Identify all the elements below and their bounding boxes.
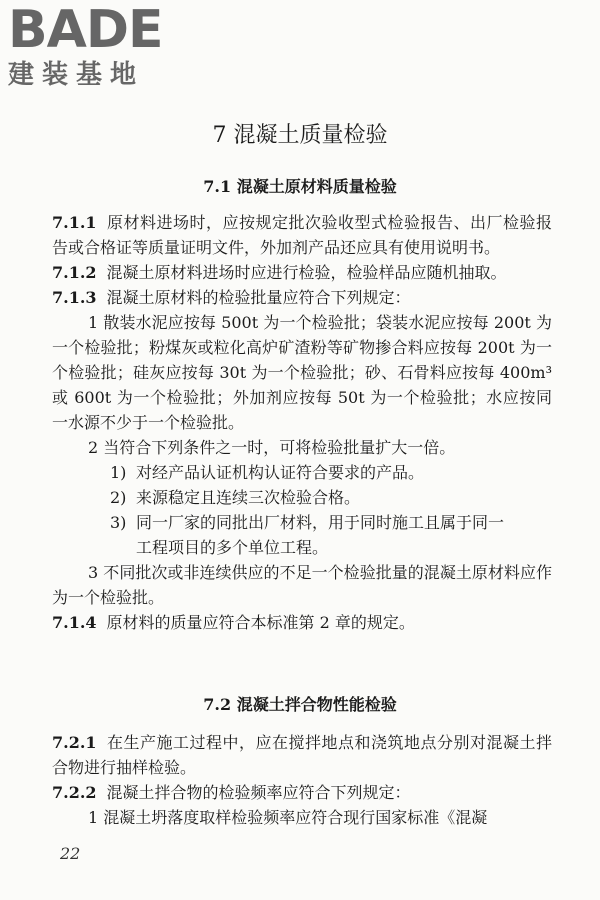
sub-item-1: [52, 460, 552, 485]
list-item-1: 1 混凝土坍落度取样检验频率应符合现行国家标准《混凝: [88, 808, 488, 827]
sub-item-3-continued: 工程项目的多个单位工程。: [136, 538, 329, 557]
sub-text: 同一厂家的同批出厂材料，用于同时施工且属于同一: [136, 513, 505, 532]
clause-text: 原材料进场时，应按规定批次验收型式检验报告、出厂检验报告或合格证等质量证明文件，外加剂产品还应具有使用说明书。: [52, 213, 552, 257]
section-title-7-2: 7.2 混凝土拌合物性能检验: [203, 695, 397, 714]
clause-7-1-1: [52, 210, 552, 260]
clause-number: 7.1.4: [52, 613, 97, 632]
section-7-1-body: [52, 210, 552, 635]
sub-item-2: [52, 485, 552, 510]
list-item-1: 1 散装水泥应按每 500t 为一个检验批；袋装水泥应按每 200t 为一个检验批；粉煤灰或粒化高炉矿渣粉等矿物掺合料应按每 200t 为一个检验批；硅灰应按每 30t 为一个检验批；砂、石骨料应按每 400m³ 或 600t 为一个检验批；外加剂应按每 50t 为一个检验批；水应按同一水源不少于一个检验批。: [52, 313, 552, 432]
section-title-7-1: 7.1 混凝土原材料质量检验: [203, 177, 397, 196]
sub-label: 3): [110, 513, 127, 532]
clause-text: 在生产施工过程中，应在搅拌地点和浇筑地点分别对混凝土拌合物进行抽样检验。: [52, 733, 552, 777]
clause-number: 7.2.1: [52, 733, 97, 752]
clause-text: 原材料的质量应符合本标准第 2 章的规定。: [106, 613, 415, 632]
chapter-title: 7 混凝土质量检验: [212, 123, 388, 148]
page-number: 22: [60, 844, 81, 863]
logo-brand-text: BADE: [8, 0, 163, 60]
clause-text: 混凝土原材料的检验批量应符合下列规定：: [106, 288, 411, 307]
sub-label: 2): [110, 488, 127, 507]
clause-7-1-4: [52, 610, 552, 635]
list-item-2: 2 当符合下列条件之一时，可将检验批量扩大一倍。: [88, 438, 456, 457]
logo-subtitle: 建装基地: [8, 60, 145, 90]
clause-7-2-2: [52, 780, 552, 805]
clause-text: 混凝土原材料进场时应进行检验，检验样品应随机抽取。: [106, 263, 507, 282]
sub-text: 来源稳定且连续三次检验合格。: [136, 488, 361, 507]
clause-7-1-3: [52, 285, 552, 310]
clause-text: 混凝土拌合物的检验频率应符合下列规定：: [106, 783, 411, 802]
list-item-3: 3 不同批次或非连续供应的不足一个检验批量的混凝土原材料应作为一个检验批。: [52, 563, 552, 607]
sub-item-3: [52, 510, 552, 535]
sub-label: 1): [110, 463, 127, 482]
clause-7-1-2: [52, 260, 552, 285]
brand-logo: [8, 0, 178, 94]
sub-text: 对经产品认证机构认证符合要求的产品。: [136, 463, 425, 482]
clause-number: 7.1.3: [52, 288, 97, 307]
clause-7-2-1: [52, 730, 552, 780]
clause-number: 7.1.1: [52, 213, 97, 232]
clause-number: 7.2.2: [52, 783, 97, 802]
section-7-2-body: [52, 730, 552, 830]
clause-number: 7.1.2: [52, 263, 97, 282]
